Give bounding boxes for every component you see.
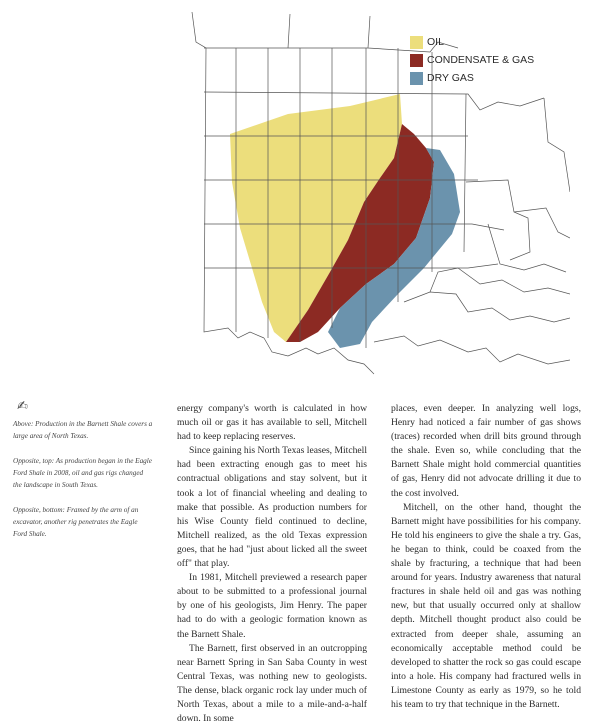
legend-condensate-gas-swatch xyxy=(410,54,423,67)
paragraph: Mitchell, on the other hand, thought the Barnett might have possibilities for his company. He told his engineers to give the shale a try. Gas, he began to think, could be coaxed from the shale by fracturing, a technique that had been around for years. Industry awareness that natural fractures in shale held oil and gas was nothing new, but that usually occurred only at shallow depth. Mitchell thought product also could be extracted from deeper shale, assuming an economically acceptable method could be developed to shatter the rock so gas could escape into a hole. His company had fractured wells in Limestone County as early as 1979, so he told his team to try that technique in the Barnett. xyxy=(391,501,581,710)
photo-captions xyxy=(13,418,153,553)
paragraph: The Barnett, first observed in an outcropping near Barnett Spring in San Saba County in west Central Texas, was nothing new to geologists. The dense, black organic rock lay under much of North Texas, about a mile to a mile-and-a-half down. In some xyxy=(177,642,367,725)
legend-condensate-gas-label: CONDENSATE & GAS xyxy=(427,54,535,66)
legend-dry-gas-swatch xyxy=(410,72,423,85)
caption-opposite-bottom: Opposite, bottom: Framed by the arm of an excavator, another rig penetrates the Eagle Ford Shale. xyxy=(13,506,139,538)
paragraph: Since gaining his North Texas leases, Mitchell had been extracting enough gas to meet his contractual obligations and stay solvent, but it took a lot of financial wheeling and dealing to make that possible. As production numbers for his Wise County field continued to decline, Mitchell realized, as the old Texas expression goes, that he had "just about licked all the sweet off" that play. xyxy=(177,445,367,570)
legend-oil-label: OIL xyxy=(427,36,444,48)
legend-dry-gas xyxy=(410,70,474,86)
legend-condensate-gas xyxy=(410,52,534,68)
caption-above: Above: Production in the Barnett Shale covers a large area of North Texas. xyxy=(13,420,153,440)
legend-oil-swatch xyxy=(410,36,423,49)
paragraph: energy company's worth is calculated in how much oil or gas it has available to sell, Mitchell had to keep replacing reserves. xyxy=(177,403,367,443)
body-column-1 xyxy=(177,402,367,726)
paragraph: places, even deeper. In analyzing well logs, Henry had noticed a fair number of gas shows (traces) recorded when drill bits ground through the shale. Even so, while concluding that the Barnett Shale might hold commercial quantities of gas, Henry did not advocate drilling it due to the cost involved. xyxy=(391,403,581,499)
paragraph: In 1981, Mitchell previewed a research paper about to be submitted to a professional journal by one of his geologists, Jim Henry. The paper had to do with a geologic formation known as the Barnett Shale. xyxy=(177,572,367,640)
legend-oil xyxy=(410,34,444,50)
legend-dry-gas-label: DRY GAS xyxy=(427,72,474,84)
signature-flourish-icon: ✍ xyxy=(17,399,28,414)
caption-opposite-top: Opposite, top: As production began in the Eagle Ford Shale in 2008, oil and gas rigs changed the landscape in South Texas. xyxy=(13,457,152,489)
body-column-2 xyxy=(391,402,581,712)
